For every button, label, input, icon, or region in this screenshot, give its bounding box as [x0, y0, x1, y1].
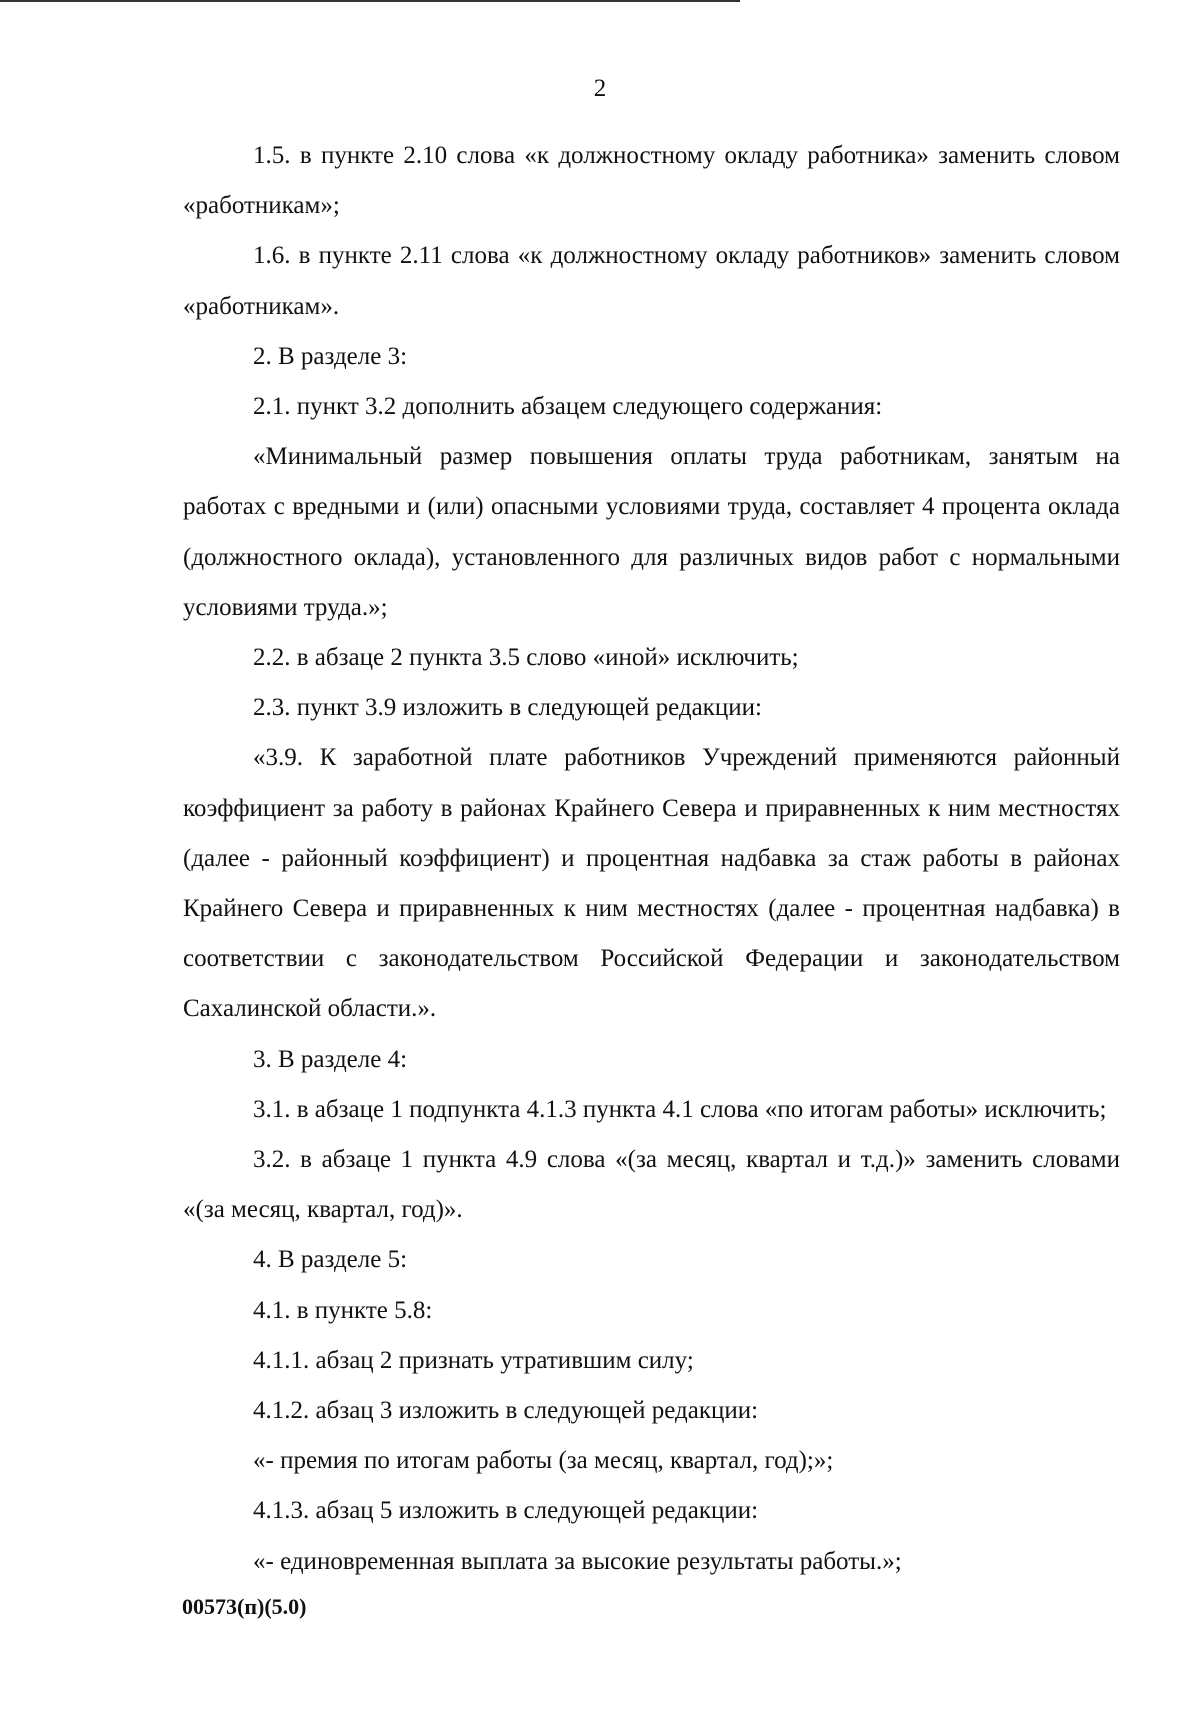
paragraph-quote-one-time: «- единовременная выплата за высокие результаты работы.»;	[253, 1547, 902, 1575]
paragraph-section-5: 4. В разделе 5:	[253, 1246, 408, 1274]
paragraph-2-2: 2.2. в абзаце 2 пункта 3.5 слово «иной» исключить;	[253, 644, 799, 672]
paragraph-1-6: 1.6. в пункте 2.11 слова «к должностному окладу работников» заменить словом «работникам».	[183, 242, 1120, 320]
document-code: 00573(п)(5.0)	[182, 1594, 307, 1619]
paragraph-section-3: 2. В разделе 3:	[253, 342, 408, 370]
paragraph-4-1-3: 4.1.3. абзац 5 изложить в следующей редакции:	[253, 1497, 759, 1525]
paragraph-4-1: 4.1. в пункте 5.8:	[253, 1296, 433, 1324]
top-border-line	[0, 0, 740, 2]
paragraph-quote-min-size: «Минимальный размер повышения оплаты труда работникам, занятым на работах с вредными и (или) опасными условиями труда, составляет 4 процента оклада (должностного оклада), установленного для различных видов работ с нормальными условиями труда.»;	[183, 443, 1120, 621]
paragraph-2-3: 2.3. пункт 3.9 изложить в следующей редакции:	[253, 694, 762, 722]
paragraph-4-1-1: 4.1.1. абзац 2 признать утратившим силу;	[253, 1346, 694, 1374]
paragraph-quote-3-9: «3.9. К заработной плате работников Учреждений применяются районный коэффициент за работу в районах Крайнего Севера и приравненных к ним местностях (далее - районный коэффициент) и процентная надбавка за стаж работы в районах Крайнего Севера и приравненных к ним местностях (далее - процентная надбавка) в соответствии с законодательством Российской Федерации и законодательством Сахалинской области.».	[183, 744, 1120, 1023]
paragraph-4-1-2: 4.1.2. абзац 3 изложить в следующей редакции:	[253, 1397, 759, 1425]
document-body	[183, 131, 1120, 1587]
paragraph-2-1: 2.1. пункт 3.2 дополнить абзацем следующего содержания:	[253, 393, 883, 421]
paragraph-1-5: 1.5. в пункте 2.10 слова «к должностному окладу работника» заменить словом «работникам»;	[183, 142, 1120, 220]
page-number: 2	[593, 75, 607, 102]
paragraph-3-2: 3.2. в абзаце 1 пункта 4.9 слова «(за месяц, квартал и т.д.)» заменить словами «(за месяц, квартал, год)».	[183, 1146, 1120, 1224]
paragraph-3-1: 3.1. в абзаце 1 подпункта 4.1.3 пункта 4.1 слова «по итогам работы» исключить;	[253, 1095, 1107, 1123]
paragraph-section-4: 3. В разделе 4:	[253, 1045, 408, 1073]
paragraph-quote-bonus: «- премия по итогам работы (за месяц, квартал, год);»;	[253, 1447, 834, 1475]
